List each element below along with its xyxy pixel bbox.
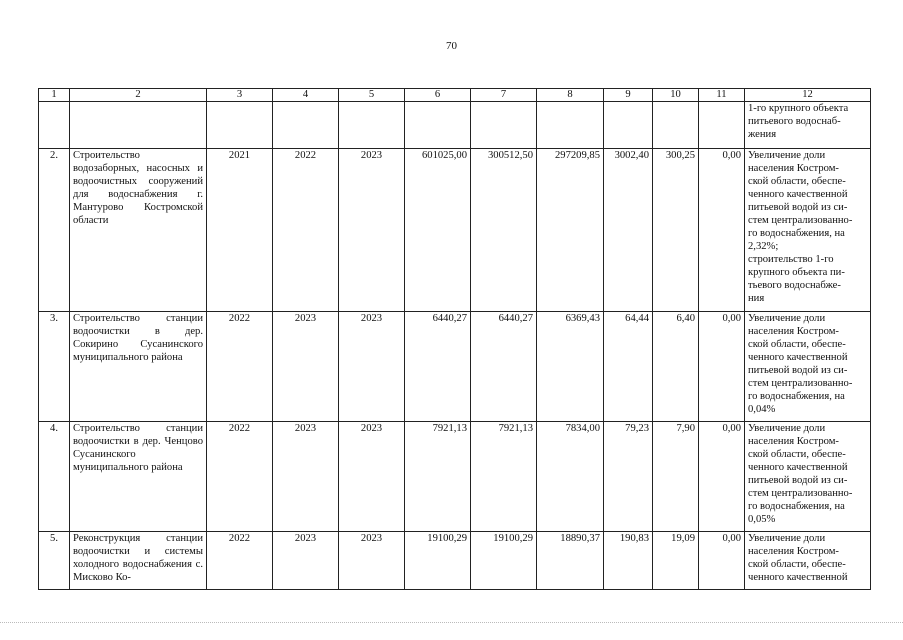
cell-col9: 3002,40 <box>604 149 653 312</box>
row-number: 3. <box>39 312 70 422</box>
row-name: Строительство станции водоочистки в дер. Ченцово Сусанинского муниципального района <box>70 422 207 532</box>
table-row <box>39 149 871 312</box>
cell-col10: 19,09 <box>653 532 699 590</box>
col-header: 8 <box>537 89 604 102</box>
cell-col3: 2021 <box>207 149 273 312</box>
cell-col4: 2022 <box>273 149 339 312</box>
cell-col4: 2023 <box>273 312 339 422</box>
page-bottom-edge <box>0 622 903 624</box>
cell-col4 <box>273 102 339 149</box>
cell-col8: 6369,43 <box>537 312 604 422</box>
result-line: го водоснабжения, на <box>748 391 845 402</box>
col-header: 6 <box>405 89 471 102</box>
result-line: 1-го крупного объекта <box>748 103 849 114</box>
cell-col7 <box>471 102 537 149</box>
result-line: питьевой водой из си- <box>748 475 848 486</box>
result-line: Увеличение доли <box>748 313 826 324</box>
result-line: стем централизованно- <box>748 488 853 499</box>
col-header: 2 <box>70 89 207 102</box>
row-result <box>745 532 871 590</box>
cell-col10 <box>653 102 699 149</box>
col-header: 10 <box>653 89 699 102</box>
result-line: строительство 1-го <box>748 254 834 265</box>
result-line: ния <box>748 293 765 304</box>
program-table <box>38 88 871 590</box>
result-line: ченного качественной <box>748 572 848 583</box>
row-number <box>39 102 70 149</box>
row-result <box>745 312 871 422</box>
cell-col8 <box>537 102 604 149</box>
cell-col4: 2023 <box>273 422 339 532</box>
result-line: стем централизованно- <box>748 215 853 226</box>
col-header: 5 <box>339 89 405 102</box>
result-line: населения Костром- <box>748 546 839 557</box>
table-row <box>39 312 871 422</box>
col-header: 3 <box>207 89 273 102</box>
cell-col8: 7834,00 <box>537 422 604 532</box>
row-result <box>745 422 871 532</box>
row-result <box>745 149 871 312</box>
cell-col6: 19100,29 <box>405 532 471 590</box>
result-line: питьевой водой из си- <box>748 365 848 376</box>
cell-col5: 2023 <box>339 532 405 590</box>
page-number: 70 <box>446 40 457 52</box>
result-line: го водоснабжения, на <box>748 501 845 512</box>
result-line: питьевой водой из си- <box>748 202 848 213</box>
cell-col11: 0,00 <box>699 532 745 590</box>
row-number: 5. <box>39 532 70 590</box>
row-name <box>70 102 207 149</box>
cell-col3: 2022 <box>207 532 273 590</box>
cell-col5: 2023 <box>339 149 405 312</box>
result-line: населения Костром- <box>748 163 839 174</box>
cell-col3: 2022 <box>207 312 273 422</box>
cell-col7: 7921,13 <box>471 422 537 532</box>
row-name: Реконструкция станции водоочистки и системы холодного водоснабжения с. Мисково Ко- <box>70 532 207 590</box>
row-result <box>745 102 871 149</box>
result-line: населения Костром- <box>748 326 839 337</box>
result-line: 2,32%; <box>748 241 779 252</box>
cell-col5: 2023 <box>339 422 405 532</box>
cell-col5: 2023 <box>339 312 405 422</box>
result-line: ченного качественной <box>748 352 848 363</box>
cell-col9: 190,83 <box>604 532 653 590</box>
cell-col7: 19100,29 <box>471 532 537 590</box>
cell-col8: 297209,85 <box>537 149 604 312</box>
result-line: ченного качественной <box>748 462 848 473</box>
col-header: 1 <box>39 89 70 102</box>
cell-col4: 2023 <box>273 532 339 590</box>
cell-col7: 300512,50 <box>471 149 537 312</box>
cell-col11 <box>699 102 745 149</box>
cell-col10: 300,25 <box>653 149 699 312</box>
row-number: 4. <box>39 422 70 532</box>
cell-col10: 7,90 <box>653 422 699 532</box>
cell-col6: 601025,00 <box>405 149 471 312</box>
cell-col10: 6,40 <box>653 312 699 422</box>
result-line: ской области, обеспе- <box>748 176 846 187</box>
col-header: 11 <box>699 89 745 102</box>
result-line: населения Костром- <box>748 436 839 447</box>
result-line: жения <box>748 129 777 140</box>
result-line: 0,04% <box>748 404 776 415</box>
cell-col7: 6440,27 <box>471 312 537 422</box>
result-line: крупного объекта пи- <box>748 267 845 278</box>
result-line: тьевого водоснабже- <box>748 280 841 291</box>
table-row <box>39 422 871 532</box>
cell-col11: 0,00 <box>699 312 745 422</box>
result-line: Увеличение доли <box>748 423 826 434</box>
cell-col11: 0,00 <box>699 422 745 532</box>
col-header: 12 <box>745 89 871 102</box>
cell-col9: 64,44 <box>604 312 653 422</box>
result-line: ской области, обеспе- <box>748 339 846 350</box>
cell-col3: 2022 <box>207 422 273 532</box>
cell-col6: 7921,13 <box>405 422 471 532</box>
result-line: 0,05% <box>748 514 776 525</box>
col-header: 4 <box>273 89 339 102</box>
result-line: Увеличение доли <box>748 533 826 544</box>
result-line: стем централизованно- <box>748 378 853 389</box>
row-number: 2. <box>39 149 70 312</box>
cell-col9: 79,23 <box>604 422 653 532</box>
result-line: ской области, обеспе- <box>748 449 846 460</box>
table-row <box>39 102 871 149</box>
row-name: Строительство водозаборных, насосных и водоочистных сооружений для водоснабжения г. Мантурово Костромской области <box>70 149 207 312</box>
col-header: 7 <box>471 89 537 102</box>
cell-col11: 0,00 <box>699 149 745 312</box>
table-row <box>39 532 871 590</box>
cell-col6 <box>405 102 471 149</box>
cell-col8: 18890,37 <box>537 532 604 590</box>
header-row <box>39 89 871 102</box>
result-line: Увеличение доли <box>748 150 826 161</box>
result-line: ской области, обеспе- <box>748 559 846 570</box>
result-line: питьевого водоснаб- <box>748 116 841 127</box>
result-line: ченного качественной <box>748 189 848 200</box>
row-name: Строительство станции водоочистки в дер. Сокирино Сусанинского муниципального района <box>70 312 207 422</box>
col-header: 9 <box>604 89 653 102</box>
cell-col6: 6440,27 <box>405 312 471 422</box>
cell-col3 <box>207 102 273 149</box>
cell-col9 <box>604 102 653 149</box>
cell-col5 <box>339 102 405 149</box>
result-line: го водоснабжения, на <box>748 228 845 239</box>
